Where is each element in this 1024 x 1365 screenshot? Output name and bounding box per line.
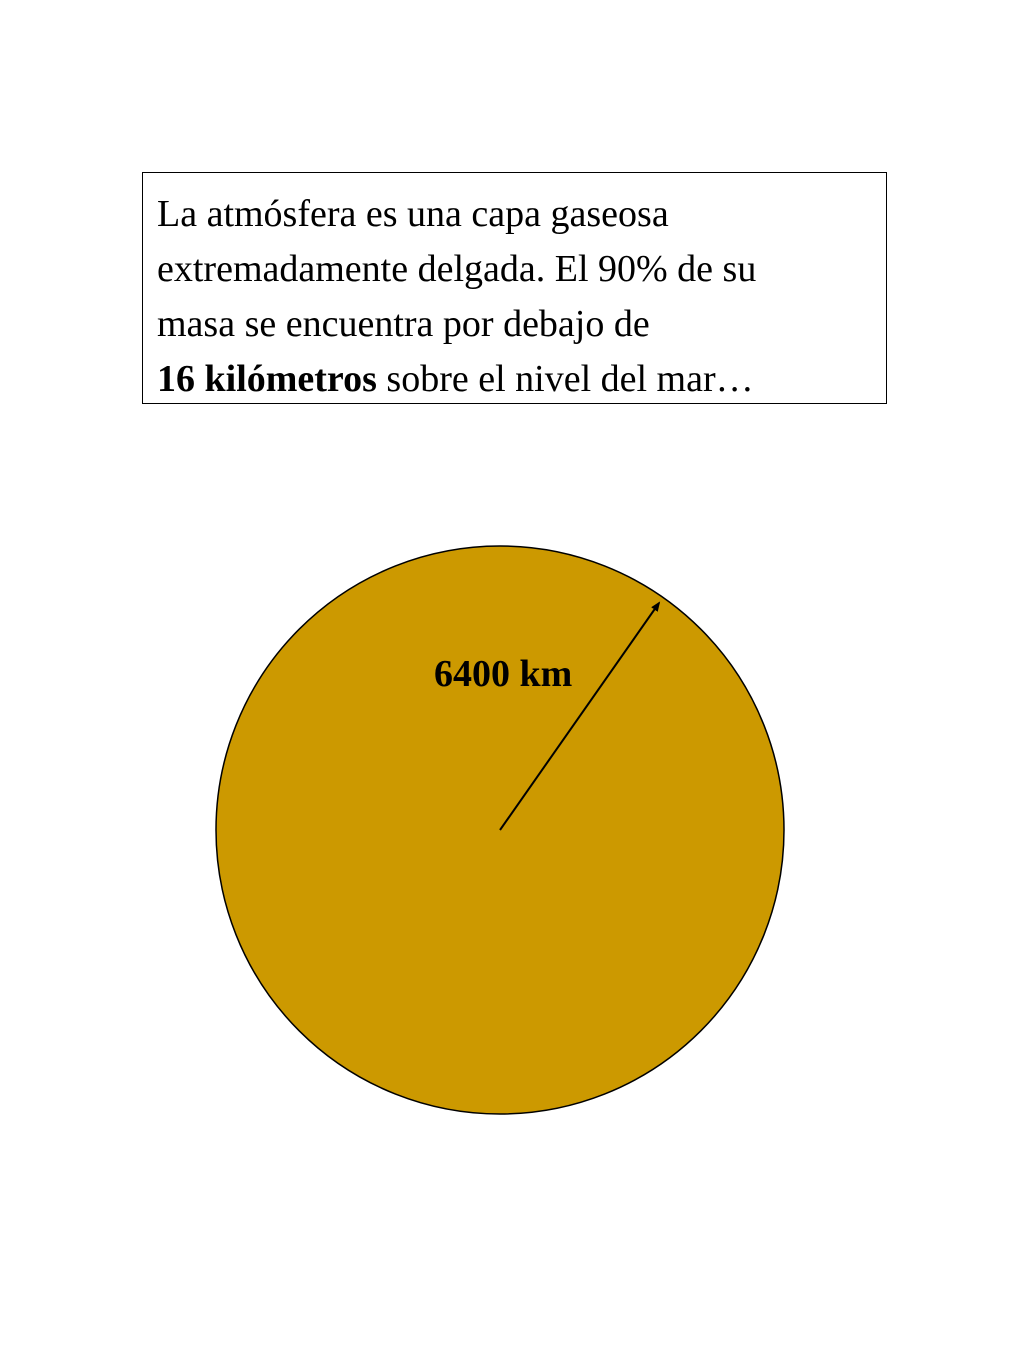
caption-line-1: La atmósfera es una capa gaseosa [157,193,669,235]
caption-line-2: extremadamente delgada. El 90% de su [157,248,757,290]
caption-line-3: masa se encuentra por debajo de [157,303,650,345]
caption-line-4-rest: sobre el nivel del mar… [376,358,754,400]
radius-label: 6400 km [434,653,573,695]
caption-highlight: 16 kilómetros [157,358,377,400]
